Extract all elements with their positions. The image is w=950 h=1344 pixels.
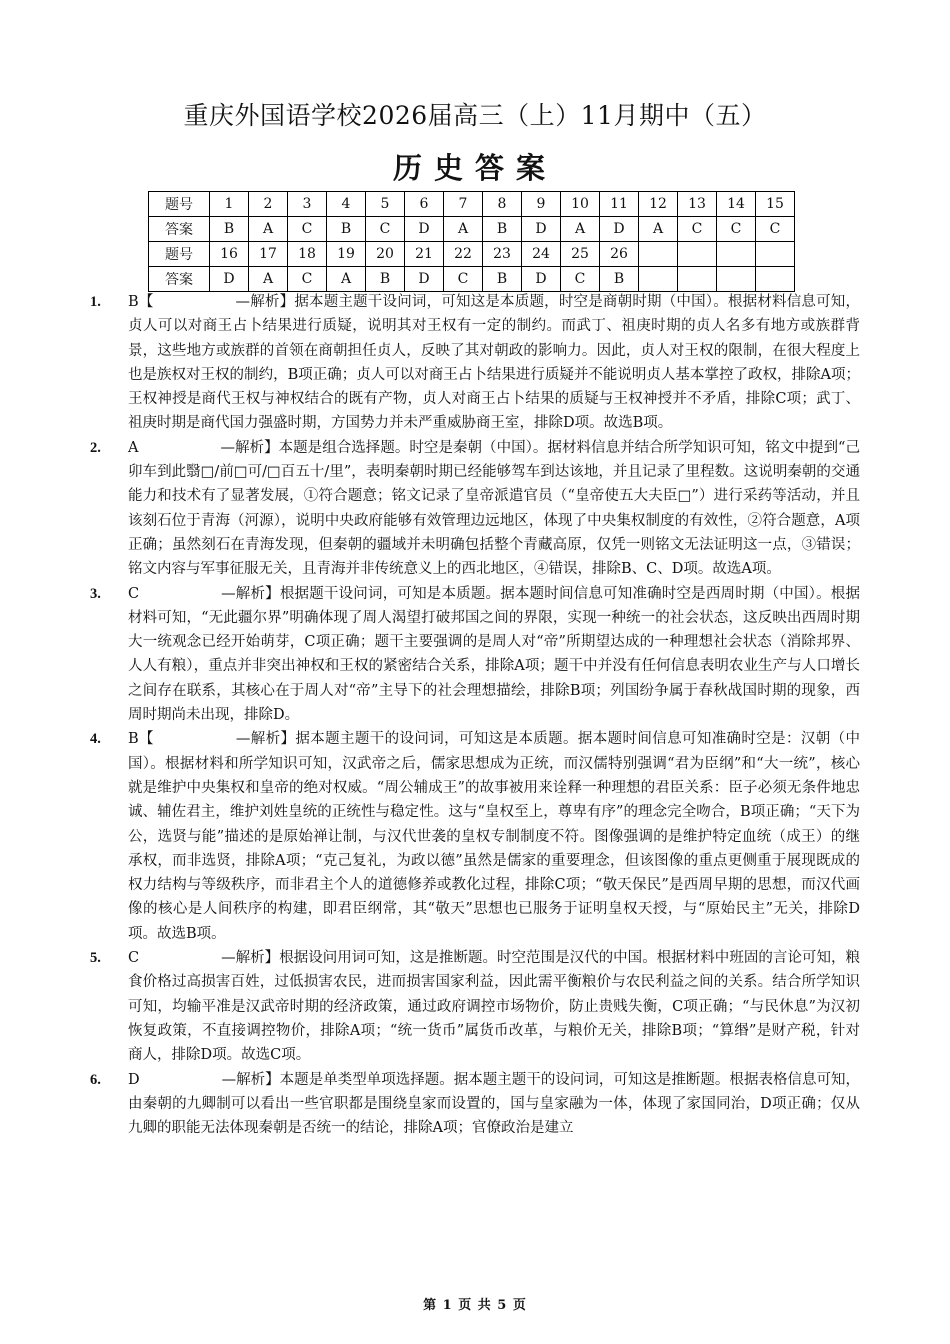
table-cell: C <box>366 217 405 242</box>
table-cell: C <box>288 217 327 242</box>
table-cell <box>717 242 756 267</box>
question-explanation: —解析】本题是组合选择题。时空是秦朝（中国）。据材料信息并结合所学知识可知，铭文中提到“己卯车到此翳□/前□可/□百五十/里”，表明秦朝时期已经能够驾车到达该地，并且记录了里程数。这说明秦朝的交通能力和技术有了显著发展，①符合题意；铭文记录了皇帝派遣官员（“皇帝使五大夫臣□”）进行采药等活动，并且该刻石位于青海（河源），说明中央政府能够有效管理边远地区，体现了中央集权制度的有效性，②符合题意，A项正确；虽然刻石在青海发现，但秦朝的疆域并未明确包括整个青藏高原，仅凭一则铭文无法证明这一点，③错误；铭文内容与军事征服无关，且青海并非传统意义上的西北地区，④错误，排除B、C、D项。故选A项。 <box>128 439 860 578</box>
page-footer: 第 1 页 共 5 页 <box>423 1298 527 1313</box>
table-cell: 3 <box>288 192 327 217</box>
table-cell: 1 <box>210 192 249 217</box>
question-number: 3. <box>90 585 101 602</box>
question-answer: B【 <box>128 294 154 310</box>
table-cell: C <box>717 217 756 242</box>
answer-table <box>148 191 795 292</box>
question-explanation: —解析】据本题主题干设问词，可知这是本质题，时空是商朝时期（中国）。根据材料信息可知，贞人可以对商王占卜结果进行质疑，说明其对王权有一定的制约。而武丁、祖庚时期的贞人名多有地方或族群背景，这些地方或族群的首领在商朝担任贞人，反映了其对朝政的影响力。因此，贞人对王权的限制，在很大程度上也是族权对王权的制约，B项正确；贞人可以对商王占卜结果进行质疑并不能说明贞人基本掌控了政权，排除A项；王权神授是商代王权与神权结合的既有产物，贞人对商王占卜结果的质疑与王权神授并不矛盾，排除C项；武丁、祖庚时期是商代国力强盛时期，方国势力并未严重威胁商王室，排除D项。故选B项。 <box>128 294 860 432</box>
table-cell: 13 <box>678 192 717 217</box>
question-answer: C <box>128 585 140 602</box>
answer-row <box>149 267 795 292</box>
row-label: 题号 <box>149 192 210 217</box>
question-number: 6. <box>90 1071 101 1088</box>
question-number-row <box>149 242 795 267</box>
question-item <box>90 946 860 1067</box>
table-cell: 15 <box>756 192 795 217</box>
table-cell: 23 <box>483 242 522 267</box>
table-cell <box>639 242 678 267</box>
question-number: 1. <box>90 294 101 310</box>
question-explanation: —解析】根据题干设问词，可知是本质题。据本题时间信息可知准确时空是西周时期（中国）。根据材料可知，“无此疆尔界”明确体现了周人渴望打破邦国之间的界限，实现一种统一的社会状态，这反映出西周时期大一统观念已经开始萌芽，C项正确；题干主要强调的是周人对“帝”所期望达成的一种理想社会状态（消除邦界、人人有粮），重点并非突出神权和王权的紧密结合关系，排除A项；题干中并没有任何信息表明农业生产与人口增长之间存在联系，其核心在于周人对“帝”主导下的社会理想描绘，排除B项；列国纷争属于春秋战国时期的现象，西周时期尚未出现，排除D。 <box>128 585 860 724</box>
question-item <box>90 1068 860 1141</box>
table-cell: 22 <box>444 242 483 267</box>
table-cell: 11 <box>600 192 639 217</box>
question-answer: C <box>128 950 140 967</box>
table-cell: 12 <box>639 192 678 217</box>
row-label: 答案 <box>149 217 210 242</box>
table-cell: B <box>483 217 522 242</box>
question-explanation: —解析】本题是单类型单项选择题。据本题主题干的设问词，可知这是推断题。根据表格信息可知，由秦朝的九卿制可以看出一些官职都是围绕皇家而设置的，国与皇家融为一体，体现了家国同治，D项正确；仅从九卿的职能无法体现秦朝是否统一的结论，排除A项；官僚政治是建立 <box>128 1071 860 1137</box>
table-cell: D <box>405 217 444 242</box>
table-cell: 16 <box>210 242 249 267</box>
question-item <box>90 727 860 946</box>
table-cell: 21 <box>405 242 444 267</box>
table-cell: D <box>522 267 561 292</box>
table-cell <box>639 267 678 292</box>
table-cell: 19 <box>327 242 366 267</box>
table-cell: 9 <box>522 192 561 217</box>
question-item <box>90 436 860 582</box>
question-answer: B【 <box>128 731 154 748</box>
table-cell: 18 <box>288 242 327 267</box>
row-label: 答案 <box>149 267 210 292</box>
table-cell: C <box>444 267 483 292</box>
question-explanation: —解析】根据设问用词可知，这是推断题。时空范围是汉代的中国。根据材料中班固的言论可知，粮食价格过高损害百姓，过低损害农民，进而损害国家利益，因此需平衡粮价与农民利益之间的关系。结合所学知识可知，均输平准是汉武帝时期的经济政策，通过政府调控市场物价，防止贵贱失衡，C项正确；“与民休息”为汉初恢复政策，不直接调控物价，排除A项；“统一货币”属货币改革，与粮价无关，排除B项；“算缗”是财产税，针对商人，排除D项。故选C项。 <box>128 950 860 1064</box>
table-cell: 25 <box>561 242 600 267</box>
table-cell: C <box>561 267 600 292</box>
table-cell <box>756 267 795 292</box>
table-cell: 5 <box>366 192 405 217</box>
table-cell: A <box>249 217 288 242</box>
table-cell: 17 <box>249 242 288 267</box>
table-cell: B <box>366 267 405 292</box>
table-cell: A <box>639 217 678 242</box>
table-cell: A <box>249 267 288 292</box>
table-cell: 2 <box>249 192 288 217</box>
table-cell: B <box>600 267 639 292</box>
question-number: 5. <box>90 950 101 967</box>
table-cell: 6 <box>405 192 444 217</box>
table-cell: 7 <box>444 192 483 217</box>
answer-row <box>149 217 795 242</box>
table-cell: 26 <box>600 242 639 267</box>
page-subtitle: 历史答案 <box>392 151 557 185</box>
question-explanation: —解析】据本题主题干的设问词，可知这是本质题。据本题时间信息可知准确时空是：汉朝（中国）。根据材料和所学知识可知，汉武帝之后，儒家思想成为正统，而汉儒特别强调“君为臣纲”和“大一统”，核心就是维护中央集权和皇帝的绝对权威。“周公辅成王”的故事被用来诠释一种理想的君臣关系：臣子必须无条件地忠诚、辅佐君主，维护刘姓皇统的正统性与稳定性。这与“皇权至上，尊卑有序”的理念完全吻合，B项正确；“天下为公，选贤与能”描述的是原始禅让制，与汉代世袭的皇权专制制度不符。图像强调的是维护特定血统（成王）的继承权，而非选贤，排除A项；“克己复礼，为政以德”虽然是儒家的重要理念，但该图像的重点更侧重于展现既成的权力结构与等级秩序，而非君主个人的道德修养或教化过程，排除C项；“敬天保民”是西周早期的思想，而汉代画像的核心是人间秩序的构建，即君臣纲常，其“敬天”思想也已服务于证明皇权天授，与“原始民主”无关，排除D项。故选B项。 <box>128 731 861 942</box>
table-cell: 10 <box>561 192 600 217</box>
question-number: 2. <box>90 439 101 456</box>
table-cell: C <box>288 267 327 292</box>
table-cell: D <box>405 267 444 292</box>
table-cell: 8 <box>483 192 522 217</box>
table-cell: 24 <box>522 242 561 267</box>
page-title: 重庆外国语学校2026届高三（上）11月期中（五） <box>183 101 767 130</box>
table-cell: A <box>444 217 483 242</box>
table-cell: A <box>327 267 366 292</box>
table-cell: B <box>210 217 249 242</box>
question-number: 4. <box>90 731 101 748</box>
table-cell: C <box>678 217 717 242</box>
table-cell <box>717 267 756 292</box>
table-cell: C <box>756 217 795 242</box>
question-list <box>90 290 860 1140</box>
table-cell: 4 <box>327 192 366 217</box>
table-cell: B <box>327 217 366 242</box>
question-item <box>90 290 860 436</box>
table-cell: D <box>600 217 639 242</box>
table-cell: D <box>522 217 561 242</box>
question-answer: A <box>128 439 139 456</box>
table-cell <box>756 242 795 267</box>
question-item <box>90 582 860 728</box>
table-cell: 14 <box>717 192 756 217</box>
table-cell: D <box>210 267 249 292</box>
table-cell <box>678 267 717 292</box>
question-number-row <box>149 192 795 217</box>
table-cell: A <box>561 217 600 242</box>
table-cell: 20 <box>366 242 405 267</box>
row-label: 题号 <box>149 242 210 267</box>
question-answer: D <box>128 1071 140 1088</box>
table-cell: B <box>483 267 522 292</box>
table-cell <box>678 242 717 267</box>
